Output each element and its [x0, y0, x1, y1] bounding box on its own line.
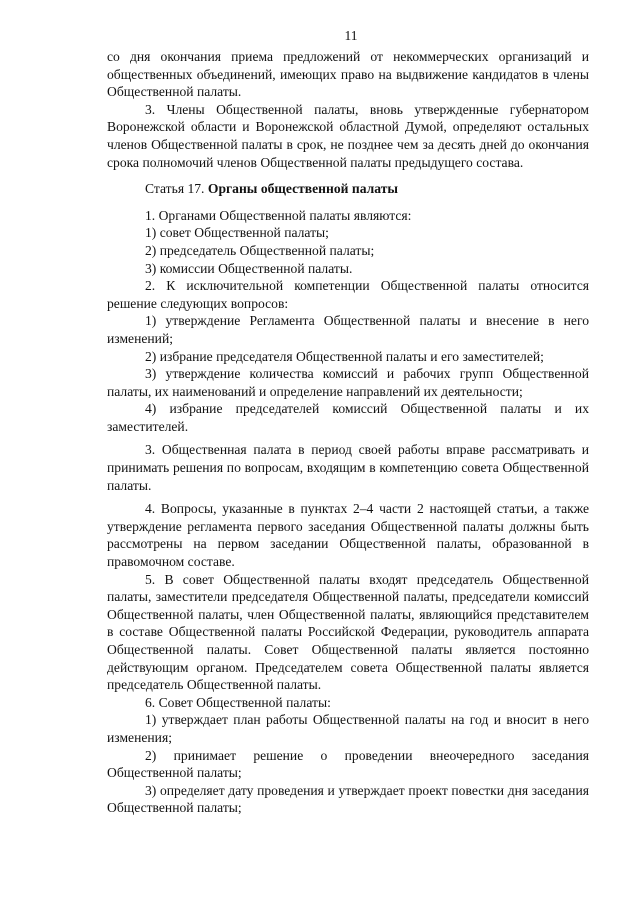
list-item: 3) комиссии Общественной палаты. [145, 260, 353, 276]
paragraph-6-council: 6. Совет Общественной палаты: [145, 694, 331, 710]
paragraph-5-council-composition: 5. В совет Общественной палаты входят председатель Общественной палаты, заместители председателя Общественной палаты, председатели комиссий Общественной палаты, член Общественной палаты, являющийся представителем в составе Общественной палаты Российской Федерации, руководитель аппарата Общественной палаты. Совет Общественной палаты является постоянно действующим органом. Председателем совета Общественной палаты является председатель Общественной палаты. [107, 571, 589, 693]
paragraph-4-questions: 4. Вопросы, указанные в пунктах 2–4 части 2 настоящей статьи, а также утверждение регламента первого заседания Общественной палаты должны быть рассмотрены на первом заседании Общественной палаты, образованной в правомочном составе. [107, 501, 589, 570]
page-number: 11 [344, 28, 358, 43]
paragraph-continuation: со дня окончания приема предложений от некоммерческих организаций и общественных объединений, имеющих право на выдвижение кандидатов в члены Общественной палаты. [107, 49, 589, 100]
article-prefix: Статья 17. [145, 181, 205, 197]
paragraph-exclusive-competence: 2. К исключительной компетенции Общественной палаты относится решение следующих вопросов: [107, 278, 589, 311]
list-item: 1) совет Общественной палаты; [145, 225, 329, 241]
list-item: 1) утверждает план работы Общественной палаты на год и вносит в него изменения; [107, 712, 589, 745]
list-item: 2) председатель Общественной палаты; [145, 242, 375, 258]
paragraph-3-members: 3. Члены Общественной палаты, вновь утвержденные губернатором Воронежской области и Воронежской областной Думой, определяют остальных членов Общественной палаты в срок, не позднее чем за десять дней до окончания срока полномочий членов Общественной палаты предыдущего состава. [107, 101, 589, 170]
article-heading [107, 180, 589, 198]
paragraph-organs-intro: 1. Органами Общественной палаты являются: [145, 207, 412, 223]
list-item: 2) принимает решение о проведении внеочередного заседания Общественной палаты; [107, 747, 589, 781]
paragraph-3-chamber-rights: 3. Общественная палата в период своей работы вправе рассматривать и принимать решения по вопросам, входящим в компетенцию совета Общественной палаты. [107, 442, 589, 493]
list-item: 1) утверждение Регламента Общественной палаты и внесение в него изменений; [107, 313, 589, 346]
document-page [107, 28, 589, 817]
article-title: Органы общественной палаты [207, 181, 398, 197]
list-item: 4) избрание председателей комиссий Общественной палаты и их заместителей. [107, 401, 589, 434]
list-item: 3) утверждение количества комиссий и рабочих групп Общественной палаты, их наименований и определение направлений их деятельности; [107, 366, 589, 399]
list-item: 2) избрание председателя Общественной палаты и его заместителей; [145, 348, 544, 364]
list-item: 3) определяет дату проведения и утверждает проект повестки дня заседания Общественной палаты; [107, 782, 589, 816]
